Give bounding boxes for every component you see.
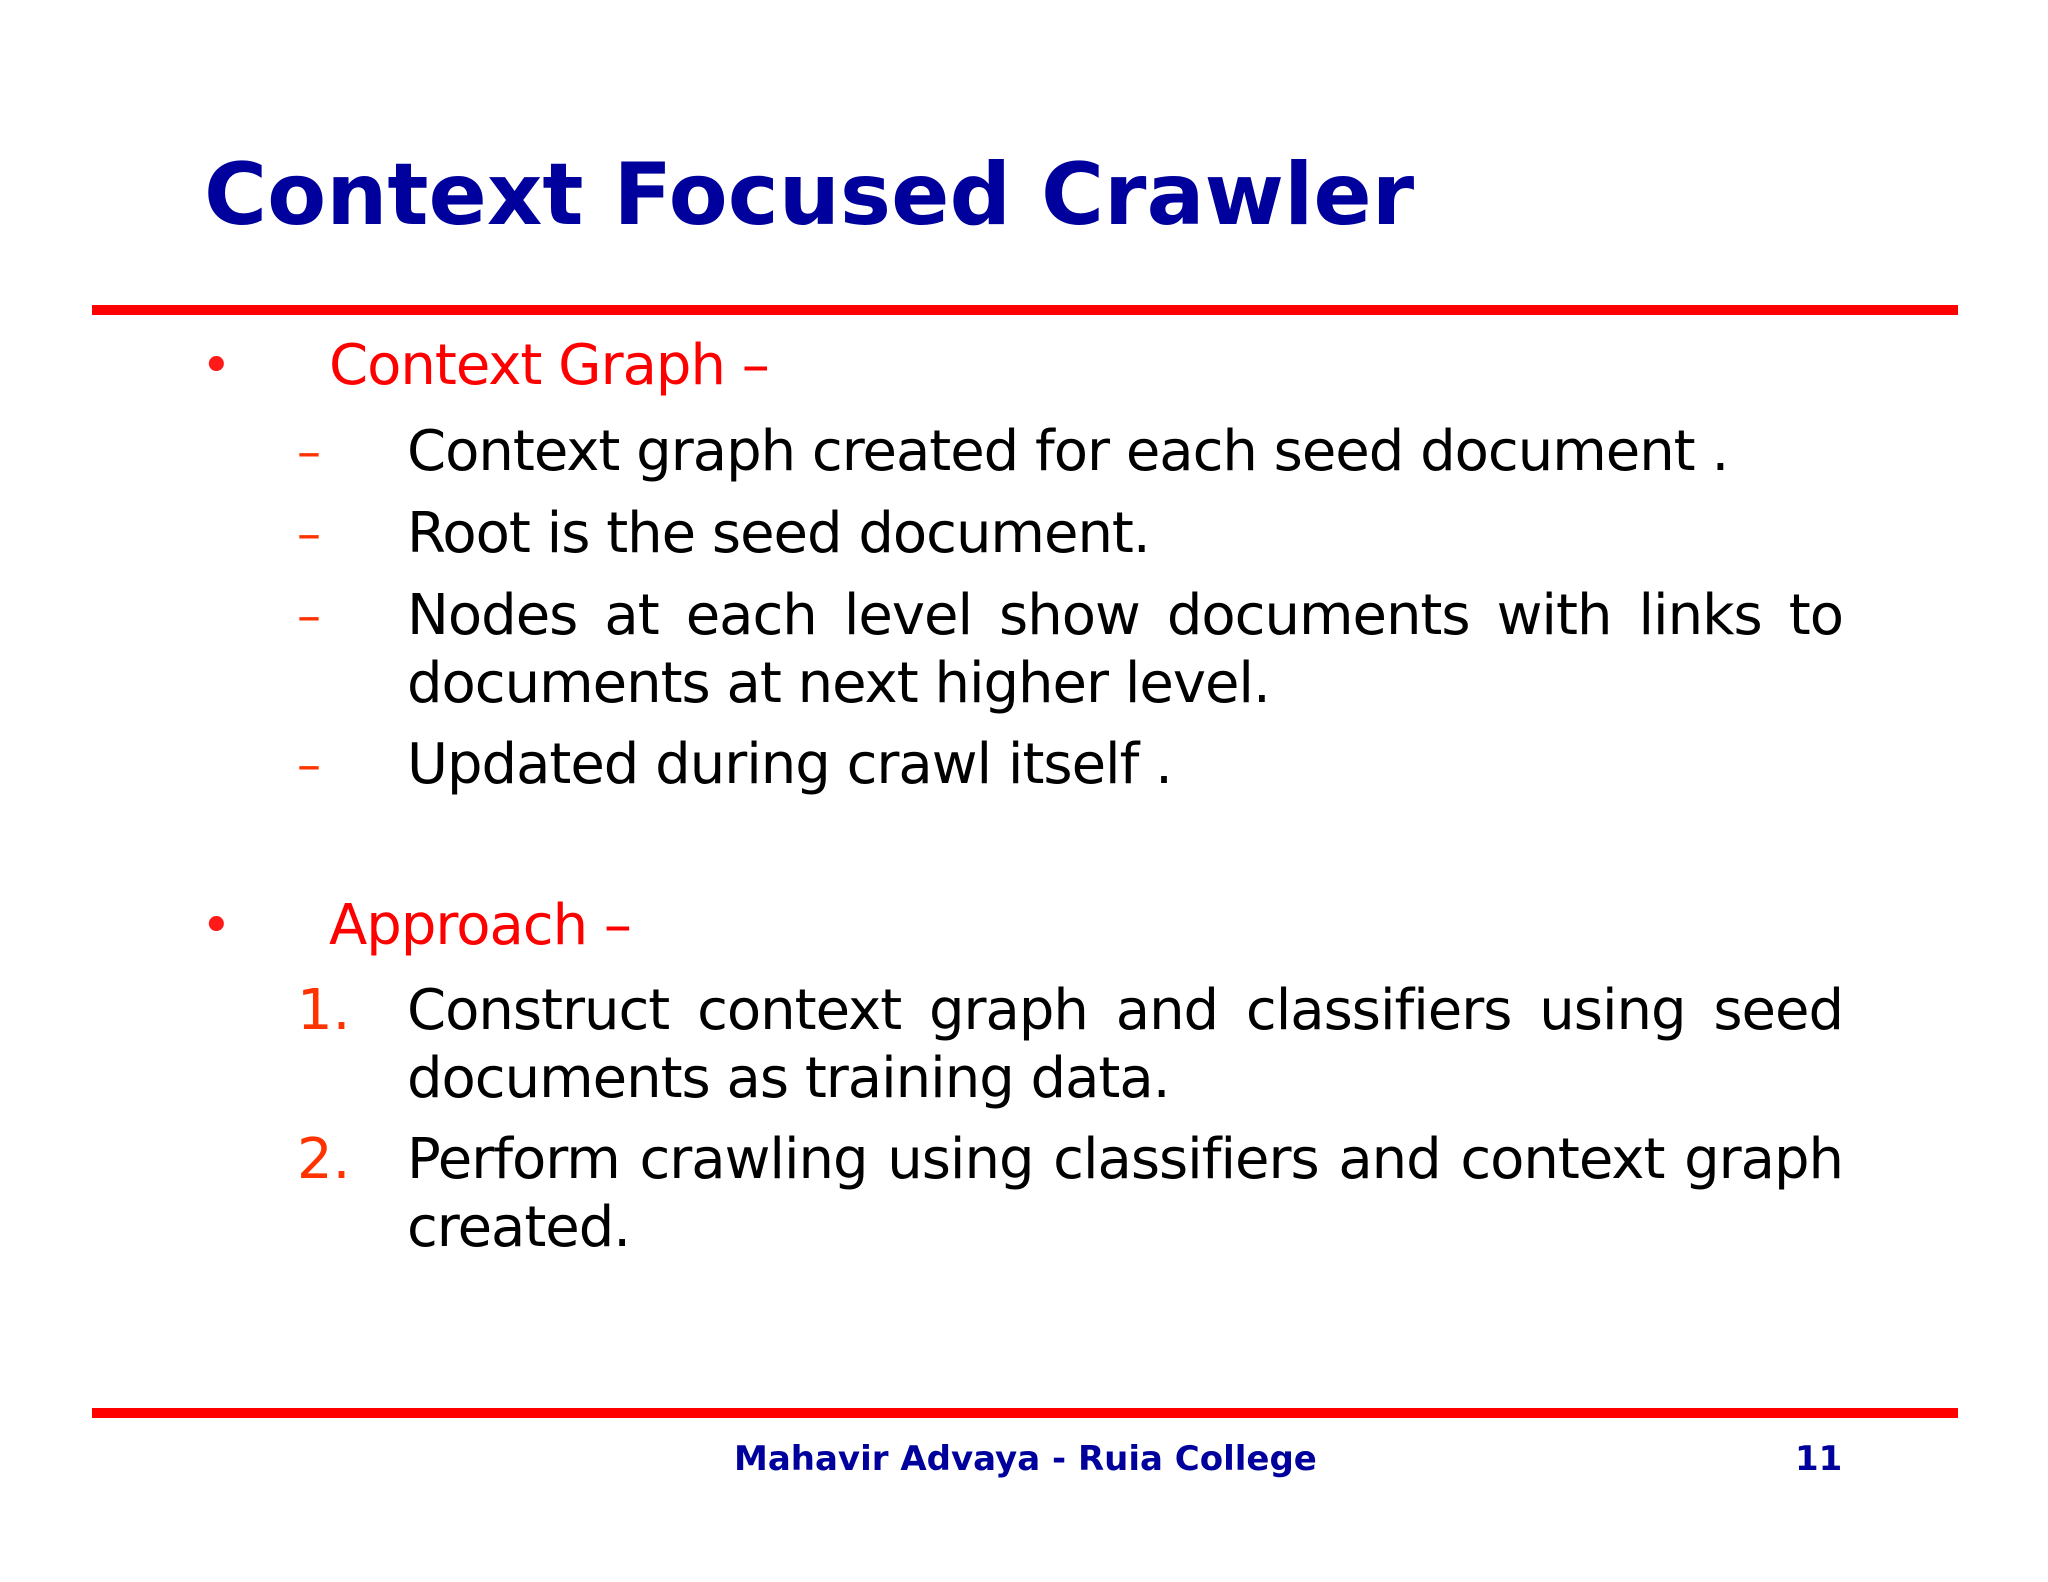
- list-item: [0, 500, 2048, 568]
- dash-marker: –: [297, 737, 321, 793]
- dash-marker: –: [297, 588, 321, 644]
- number-marker: 1.: [297, 978, 351, 1043]
- bottom-divider: [92, 1408, 1958, 1418]
- bullet-icon: •: [201, 896, 232, 956]
- list-item-text: Perform crawling using classifiers and context graph created.: [407, 1127, 1843, 1260]
- section-heading-context-graph: [0, 326, 2048, 406]
- heading-text: Context Graph –: [329, 333, 769, 398]
- numbered-item: [0, 977, 2048, 1113]
- list-item-text: Updated during crawl itself .: [407, 732, 1172, 797]
- list-item-text: Context graph created for each seed document .: [407, 419, 1729, 484]
- list-item: [0, 418, 2048, 486]
- list-item: [0, 731, 2048, 799]
- list-item-text: Nodes at each level show documents with links to documents at next higher level.: [407, 583, 1843, 716]
- list-item-text: Root is the seed document.: [407, 501, 1150, 566]
- list-item: [0, 582, 2048, 718]
- section-heading-approach: [0, 886, 2048, 966]
- top-divider: [92, 305, 1958, 315]
- footer-text: Mahavir Advaya - Ruia College: [734, 1439, 1317, 1479]
- heading-text: Approach –: [329, 893, 631, 958]
- bullet-icon: •: [201, 336, 232, 396]
- page-number: 11: [1795, 1439, 1843, 1479]
- dash-marker: –: [297, 424, 321, 480]
- slide-title: Context Focused Crawler: [204, 145, 1415, 245]
- numbered-item: [0, 1126, 2048, 1262]
- list-item-text: Construct context graph and classifiers using seed documents as training data.: [407, 978, 1843, 1111]
- dash-marker: –: [297, 506, 321, 562]
- number-marker: 2.: [297, 1127, 351, 1192]
